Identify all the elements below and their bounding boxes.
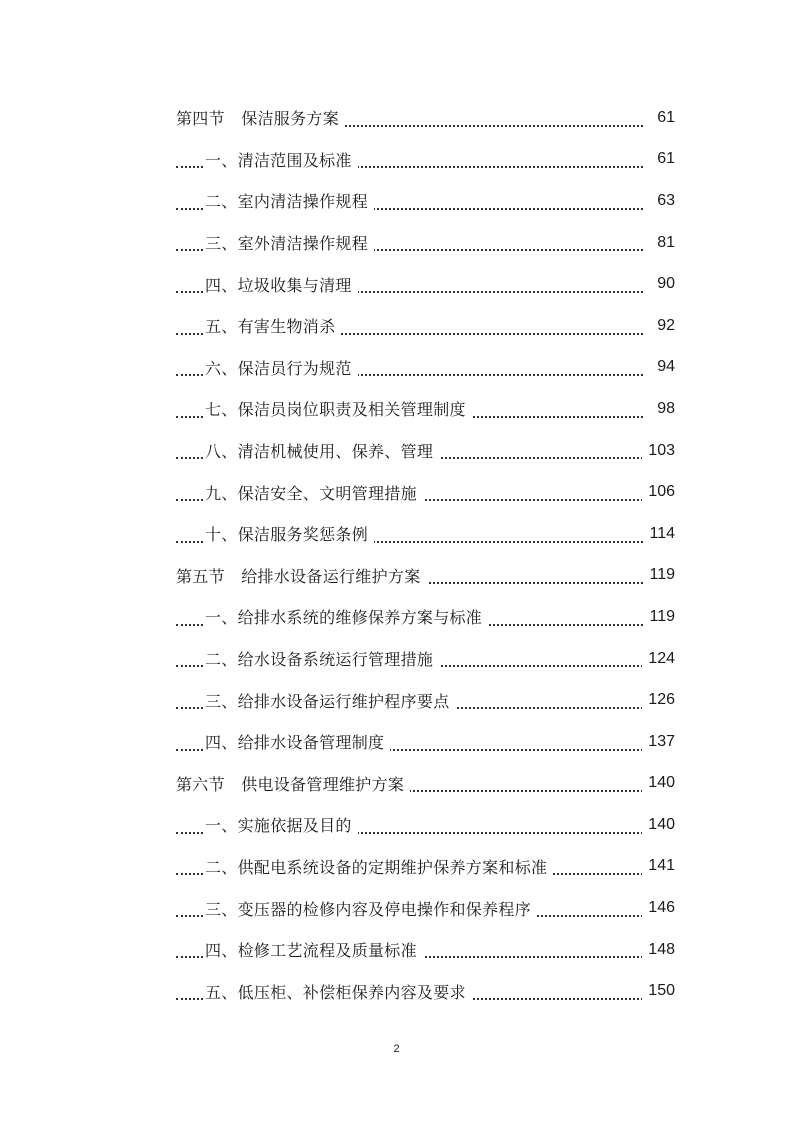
- toc-entry-title: 一、给排水系统的维修保养方案与标准: [205, 605, 488, 628]
- toc-entry[interactable]: [0, 388, 793, 430]
- toc-section-entry[interactable]: [0, 763, 793, 805]
- toc-entry-title: 十、保洁服务奖惩条例: [205, 522, 374, 545]
- toc-entry[interactable]: [0, 263, 793, 305]
- toc-entry[interactable]: [0, 139, 793, 181]
- toc-entry-title: 二、供配电系统设备的定期维护保养方案和标准: [205, 855, 553, 878]
- toc-entry-title: 四、检修工艺流程及质量标准: [205, 938, 423, 961]
- toc-section-entry[interactable]: [0, 555, 793, 597]
- toc-entry[interactable]: [0, 347, 793, 389]
- toc-entry-title: 三、变压器的检修内容及停电操作和保养程序: [205, 897, 537, 920]
- toc-entry-page: 63: [651, 192, 675, 210]
- toc-entry[interactable]: [0, 846, 793, 888]
- toc-entry-page: 119: [643, 566, 675, 584]
- toc-entry-page: 61: [651, 150, 675, 168]
- toc-entry-page: 114: [643, 525, 675, 543]
- toc-entry-page: 90: [651, 275, 675, 293]
- table-of-contents: [0, 97, 793, 1012]
- toc-entry-page: 137: [642, 733, 675, 751]
- toc-entry[interactable]: [0, 638, 793, 680]
- toc-entry-title: 一、清洁范围及标准: [205, 148, 358, 171]
- toc-entry-page: 150: [642, 982, 675, 1000]
- toc-entry-page: 148: [642, 941, 675, 959]
- toc-entry-page: 124: [642, 650, 675, 668]
- toc-entry-title: 七、保洁员岗位职责及相关管理制度: [205, 397, 472, 420]
- toc-entry-page: 92: [651, 317, 675, 335]
- toc-entry[interactable]: [0, 430, 793, 472]
- toc-entry[interactable]: [0, 929, 793, 971]
- toc-entry-title: 九、保洁安全、文明管理措施: [205, 481, 423, 504]
- toc-entry-title: 二、给水设备系统运行管理措施: [205, 647, 439, 670]
- toc-entry-page: 103: [642, 442, 675, 460]
- toc-entry[interactable]: [0, 305, 793, 347]
- toc-entry-page: 126: [642, 691, 675, 709]
- toc-entry-title: 第四节 保洁服务方案: [176, 106, 345, 129]
- toc-section-entry[interactable]: [0, 97, 793, 139]
- toc-entry-title: 五、低压柜、补偿柜保养内容及要求: [205, 980, 472, 1003]
- toc-entry-page: 140: [642, 816, 675, 834]
- toc-entry[interactable]: [0, 804, 793, 846]
- toc-entry-title: 第五节 给排水设备运行维护方案: [176, 564, 427, 587]
- toc-entry-page: 140: [642, 774, 675, 792]
- toc-entry[interactable]: [0, 679, 793, 721]
- toc-entry-page: 98: [651, 400, 675, 418]
- toc-entry-page: 146: [642, 899, 675, 917]
- toc-entry[interactable]: [0, 513, 793, 555]
- toc-entry[interactable]: [0, 721, 793, 763]
- toc-entry-title: 第六节 供电设备管理维护方案: [176, 772, 410, 795]
- toc-entry-page: 119: [643, 608, 675, 626]
- toc-entry-page: 61: [651, 109, 675, 127]
- toc-entry-title: 一、实施依据及目的: [205, 813, 358, 836]
- toc-entry-title: 六、保洁员行为规范: [205, 356, 358, 379]
- toc-entry-title: 五、有害生物消杀: [205, 314, 341, 337]
- toc-entry-title: 四、给排水设备管理制度: [205, 730, 390, 753]
- toc-entry-title: 三、室外清洁操作规程: [205, 231, 374, 254]
- toc-entry-title: 二、室内清洁操作规程: [205, 189, 374, 212]
- toc-entry-title: 三、给排水设备运行维护程序要点: [205, 689, 456, 712]
- toc-entry-page: 94: [651, 358, 675, 376]
- page-number: 2: [393, 1043, 400, 1055]
- toc-entry[interactable]: [0, 222, 793, 264]
- toc-entry[interactable]: [0, 887, 793, 929]
- toc-entry-page: 81: [651, 234, 675, 252]
- toc-entry-title: 八、清洁机械使用、保养、管理: [205, 439, 439, 462]
- toc-entry[interactable]: [0, 471, 793, 513]
- toc-entry[interactable]: [0, 970, 793, 1012]
- toc-entry-page: 106: [642, 483, 675, 501]
- toc-entry[interactable]: [0, 596, 793, 638]
- toc-entry-title: 四、垃圾收集与清理: [205, 273, 358, 296]
- toc-entry[interactable]: [0, 180, 793, 222]
- toc-entry-page: 141: [642, 857, 675, 875]
